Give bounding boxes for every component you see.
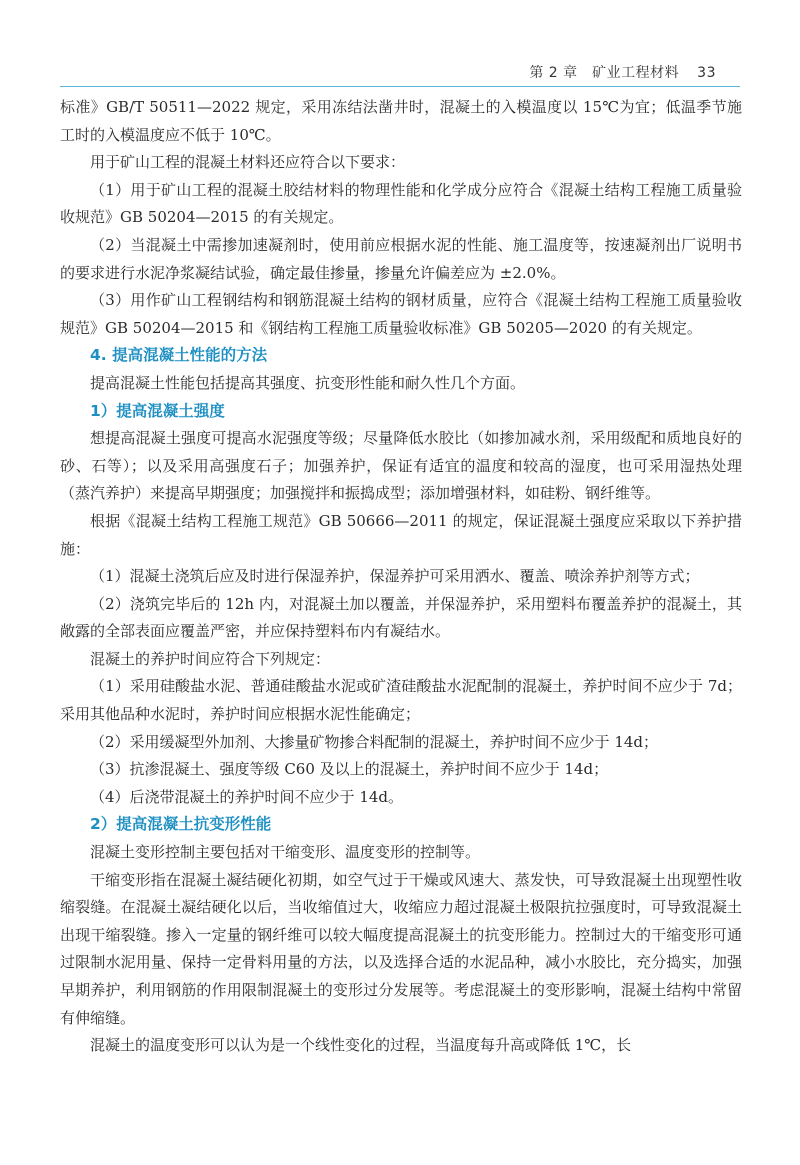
paragraph: 提高混凝土性能包括提高其强度、抗变形性能和耐久性几个方面。 [90,373,526,392]
paragraph: 根据《混凝土结构工程施工规范》GB 50666—2011 的规定，保证混凝土强度应采取以下养护措施： [60,511,742,558]
header-rule [60,86,740,87]
list-item: （1）用于矿山工程的混凝土胶结材料的物理性能和化学成分应符合《混凝土结构工程施工质量验收规范》GB 50204—2015 的有关规定。 [60,180,742,227]
list-item: （1）采用硅酸盐水泥、普通硅酸盐水泥或矿渣硅酸盐水泥配制的混凝土，养护时间不应少于 7d；采用其他品种水泥时，养护时间应根据水泥性能确定； [60,677,742,724]
list-item: （3）抗渗混凝土、强度等级 C60 及以上的混凝土，养护时间不应少于 14d； [90,760,609,779]
list-item: （2）当混凝土中需掺加速凝剂时，使用前应根据水泥的性能、施工温度等，按速凝剂出厂说明书的要求进行水泥净浆凝结试验，确定最佳掺量，掺量允许偏差应为 ±2.0%。 [60,235,742,282]
running-header [0,0,800,90]
section-heading: 4. 提高混凝土性能的方法 [90,346,268,365]
list-item: （4）后浇带混凝土的养护时间不应少于 14d。 [90,787,404,806]
list-item: （3）用作矿山工程钢结构和钢筋混凝土结构的钢材质量，应符合《混凝土结构工程施工质量验收规范》GB 50204—2015 和《钢结构工程施工质量验收标准》GB 50205—2020 的有关规定。 [60,291,742,337]
list-item: （1）混凝土浇筑后应及时进行保湿养护，保湿养护可采用洒水、覆盖、喷涂养护剂等方式； [90,567,700,586]
page-body [60,94,742,1060]
paragraph-continued: 标准》GB/T 50511—2022 规定，采用冻结法凿井时，混凝土的入模温度以 15℃为宜；低温季节施工时的入模温度应不低于 10℃。 [60,98,742,144]
subsection-heading: 2）提高混凝土抗变形性能 [90,815,272,834]
paragraph: 混凝土变形控制主要包括对干缩变形、温度变形的控制等。 [90,843,481,862]
header-text [529,62,716,82]
paragraph: 混凝土的温度变形可以认为是一个线性变化的过程，当温度每升高或降低 1℃，长 [90,1036,632,1055]
list-item: （2）采用缓凝型外加剂、大掺量矿物掺合料配制的混凝土，养护时间不应少于 14d； [90,732,659,751]
page-number: 33 [697,65,716,81]
paragraph: 想提高混凝土强度可提高水泥强度等级；尽量降低水胶比（如掺加减水剂，采用级配和质地良好的砂、石等）；以及采用高强度石子；加强养护，保证有适宜的温度和较高的湿度，也可采用湿热处理（蒸汽养护）来提高早期强度；加强搅拌和振捣成型；添加增强材料，如硅粉、钢纤维等。 [60,429,742,503]
list-item: （2）浇筑完毕后的 12h 内，对混凝土加以覆盖，并保湿养护，采用塑料布覆盖养护的混凝土，其敞露的全部表面应覆盖严密，并应保持塑料布内有凝结水。 [60,594,742,641]
chapter-title: 第 2 章 矿业工程材料 [529,65,680,81]
paragraph: 混凝土的养护时间应符合下列规定： [90,649,331,668]
paragraph: 干缩变形指在混凝土凝结硬化初期，如空气过于干燥或风速大、蒸发快，可导致混凝土出现塑性收缩裂缝。在混凝土凝结硬化以后，当收缩值过大，收缩应力超过混凝土极限抗拉强度时，可导致混凝土出现干缩裂缝。掺入一定量的钢纤维可以较大幅度提高混凝土的抗变形能力。控制过大的干缩变形可通过限制水泥用量、保持一定骨料用量的方法，以及选择合适的水泥品种，减小水胶比，充分捣实，加强早期养护，利用钢筋的作用限制混凝土的变形过分发展等。考虑混凝土的变形影响，混凝土结构中常留有伸缩缝。 [60,870,742,1027]
subsection-heading: 1）提高混凝土强度 [90,401,225,420]
paragraph: 用于矿山工程的混凝土材料还应符合以下要求： [90,153,406,172]
